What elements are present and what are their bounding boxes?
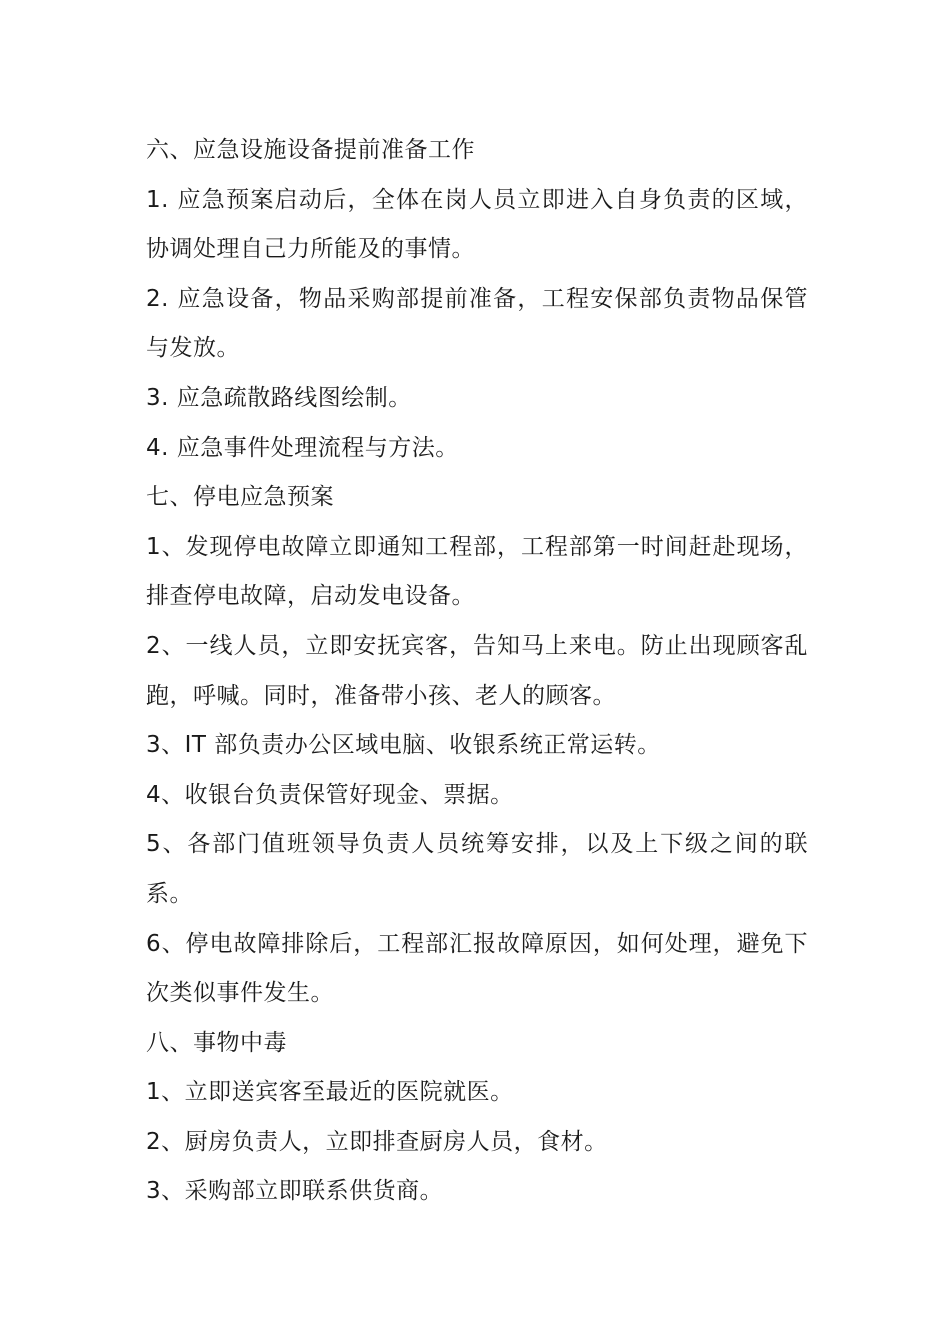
document-body bbox=[146, 126, 808, 1217]
section-heading-seven: 七、停电应急预案 bbox=[146, 484, 334, 511]
list-item: 5、各部门值班领导负责人员统筹安排，以及上下级之间的联系。 bbox=[146, 831, 808, 907]
list-item: 2、一线人员，立即安抚宾客，告知马上来电。防止出现顾客乱跑，呼喊。同时，准备带小孩、老人的顾客。 bbox=[146, 632, 808, 709]
list-item: 6、停电故障排除后，工程部汇报故障原因，如何处理，避免下次类似事件发生。 bbox=[146, 930, 808, 1007]
list-item: 1. 应急预案启动后，全体在岗人员立即进入自身负责的区域，协调处理自己力所能及的事情。 bbox=[146, 186, 808, 263]
list-item: 3. 应急疏散路线图绘制。 bbox=[146, 384, 412, 411]
list-item: 1、发现停电故障立即通知工程部，工程部第一时间赶赴现场，排查停电故障，启动发电设备。 bbox=[146, 533, 808, 610]
section-heading-eight: 八、事物中毒 bbox=[146, 1029, 287, 1056]
list-item: 4. 应急事件处理流程与方法。 bbox=[146, 434, 459, 461]
list-item: 1、立即送宾客至最近的医院就医。 bbox=[146, 1079, 514, 1106]
list-item: 2、厨房负责人，立即排查厨房人员，食材。 bbox=[146, 1128, 608, 1155]
list-item: 4、收银台负责保管好现金、票据。 bbox=[146, 781, 514, 808]
list-item: 3、IT 部负责办公区域电脑、收银系统正常运转。 bbox=[146, 732, 661, 759]
list-item: 3、采购部立即联系供货商。 bbox=[146, 1178, 444, 1205]
section-heading-six: 六、应急设施设备提前准备工作 bbox=[146, 137, 475, 163]
list-item: 2. 应急设备，物品采购部提前准备，工程安保部负责物品保管与发放。 bbox=[146, 285, 808, 362]
